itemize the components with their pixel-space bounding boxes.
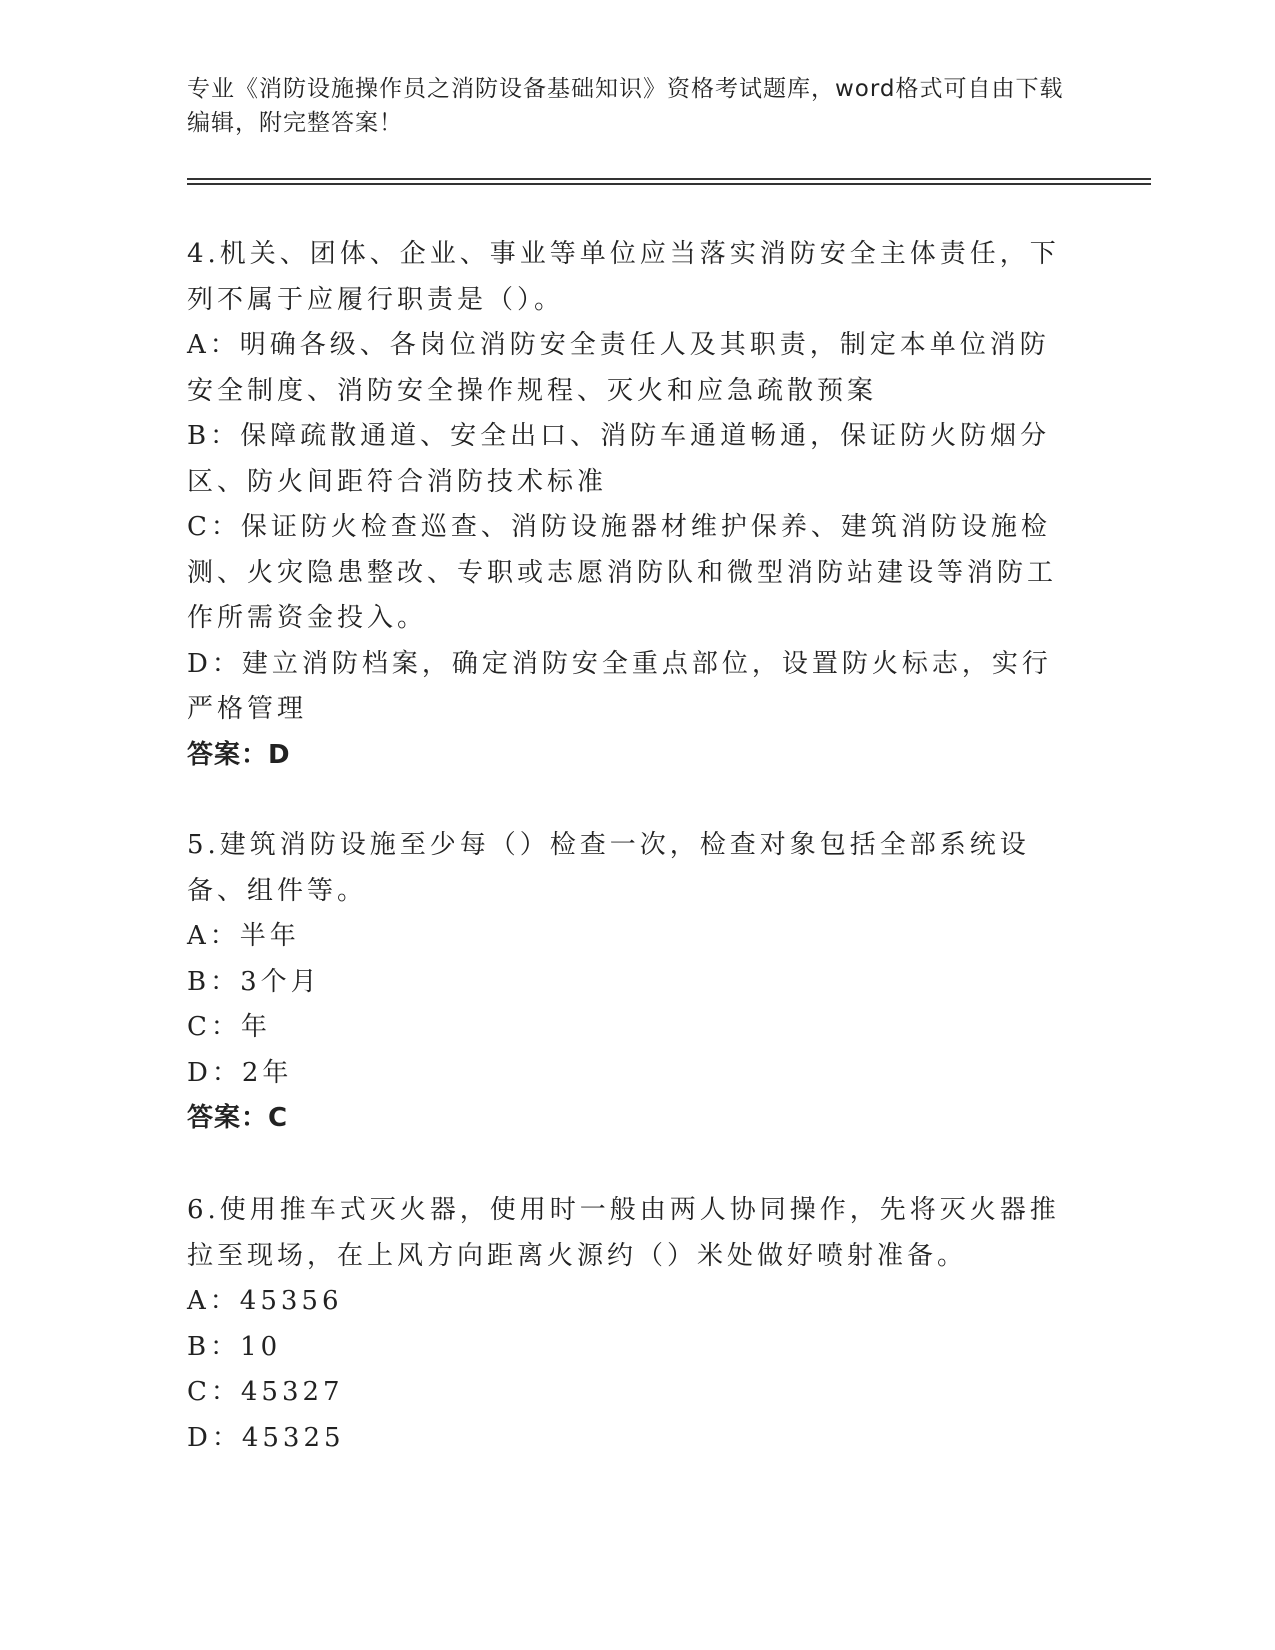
option-c: C：45327 bbox=[187, 1377, 344, 1407]
option-a: A：45356 bbox=[187, 1286, 343, 1316]
header-text: 专业《消防设施操作员之消防设备基础知识》资格考试题库，word格式可自由下载编辑，附完整答案！ bbox=[187, 76, 1064, 136]
option-b: B：保障疏散通道、安全出口、消防车通道畅通，保证防火防烟分区、防火间距符合消防技术标准 bbox=[187, 421, 1051, 497]
option-a: A：明确各级、各岗位消防安全责任人及其职责，制定本单位消防安全制度、消防安全操作规程、灭火和应急疏散预案 bbox=[187, 330, 1050, 406]
answer-label: 答案：D bbox=[187, 739, 291, 770]
option-d: D：2年 bbox=[187, 1057, 293, 1088]
question-stem: 4.机关、团体、企业、事业等单位应当落实消防安全主体责任，下列不属于应履行职责是（）。 bbox=[187, 239, 1060, 315]
question-stem: 6.使用推车式灭火器，使用时一般由两人协同操作，先将灭火器推拉至现场，在上风方向距离火源约（）米处做好喷射准备。 bbox=[187, 1195, 1060, 1271]
question-6 bbox=[187, 1188, 1067, 1461]
option-c: C：保证防火检查巡查、消防设施器材维护保养、建筑消防设施检测、火灾隐患整改、专职或志愿消防队和微型消防站建设等消防工作所需资金投入。 bbox=[187, 512, 1058, 633]
question-stem: 5.建筑消防设施至少每（）检查一次，检查对象包括全部系统设备、组件等。 bbox=[187, 830, 1030, 906]
option-b: B：10 bbox=[187, 1331, 282, 1362]
option-b: B：3个月 bbox=[187, 966, 321, 997]
option-c: C：年 bbox=[187, 1012, 271, 1042]
option-a: A：半年 bbox=[187, 921, 300, 951]
header-divider-bottom bbox=[187, 183, 1151, 185]
option-d: D：建立消防档案，确定消防安全重点部位，设置防火标志，实行严格管理 bbox=[187, 648, 1052, 724]
option-d: D：45325 bbox=[187, 1422, 345, 1453]
document-header bbox=[187, 72, 1067, 140]
question-5 bbox=[187, 823, 1067, 1142]
question-4 bbox=[187, 232, 1067, 778]
answer-label: 答案：C bbox=[187, 1103, 289, 1133]
header-divider-top bbox=[187, 178, 1151, 180]
